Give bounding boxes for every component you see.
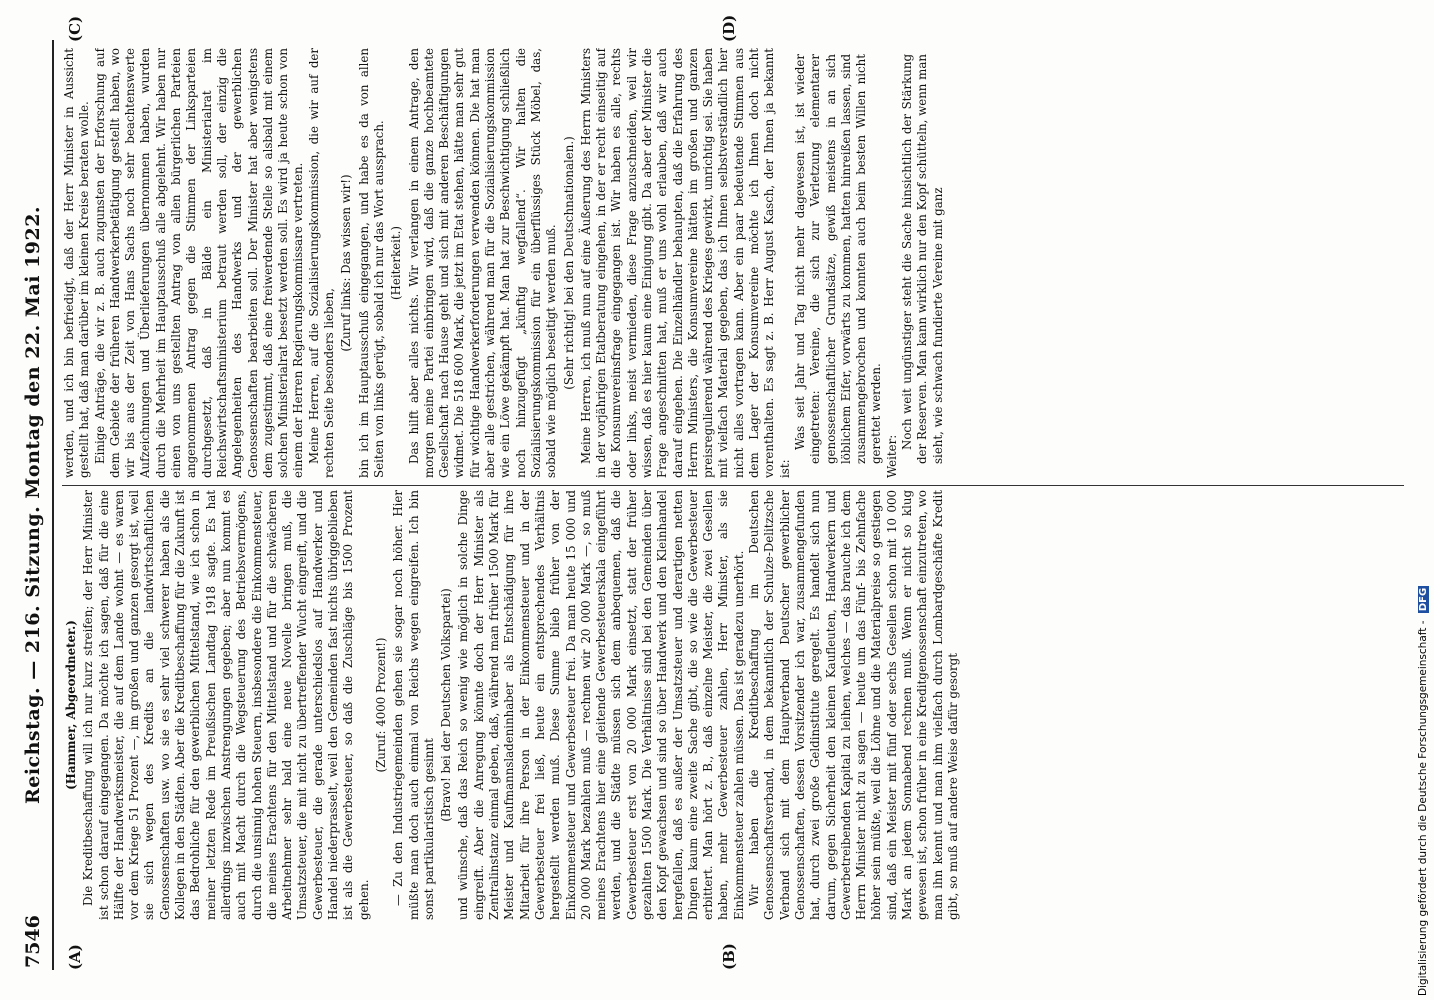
interjection: (Zuruf links: Das wissen wir!) — [339, 174, 354, 352]
paragraph: Meine Herren, ich muß nun auf eine Äußerung des Herrn Ministers in der vorjährigen Etatberatung eingehen, in der er recht einseitig auf die Konsumvereinsfrage eingegangen ist. Wir haben es alle, rechts oder links, meist vermieden, diese Frage anzuschneiden, weil wir wissen, daß es hier kaum eine Einigung gibt. Da aber der Minister die Frage angeschnitten hat, muß er uns wohl erlauben, daß wir auch darauf eingehen. Die Einzelhändler behaupten, daß die Erfahrung des Herrn Ministers, die Konsumvereine hätten im großen und ganzen preisregulierend während des Krieges gewirkt, unrichtig sei. Sie haben mit vielfach Material gegeben, das ich Ihnen selbstverständlich hier nicht alles vortragen kann. Aber ein paar bedeutende Stimmen aus dem Lager der Konsumvereine möchte ich Ihnen doch nicht vorenthalten. Es sagt z. B. Herr August Kasch, der Ihnen ja bekannt ist: — [578, 48, 792, 478]
margin-mark-d: (D) — [720, 14, 738, 42]
interjection: (Sehr richtig! bei den Deutschnationalen.) — [561, 136, 576, 390]
paragraph: — Zu den Industriegemeinden gehen sie sogar noch höher. Hier müßte man doch auch einmal von Reichs wegen eingreifen. Ich bin sonst partikularistisch gesinnt — [391, 490, 436, 920]
margin-mark-a: (A) — [66, 944, 84, 970]
paragraph: bin ich im Hauptausschuß eingegangen, und habe es da von allen Seiten von links gerügt, sobald ich nur das Wort aussprach. — [356, 48, 386, 478]
quotation: Was seit Jahr und Tag nicht mehr dagewesen ist, ist wieder eingetreten: Vereine, die sich zur Verletzung elementarer genossenschaftlicher Grundsätze, gewiß meistens in an sich löblichem Eifer, vorwärts zu kommen, hatten hinreißen lassen, sind zusammengebrochen und konnten auch beim besten Willen nicht gerettet werden. — [792, 54, 884, 464]
paragraph: werden, und ich bin befriedigt, daß der Herr Minister in Aussicht gestellt hat, daß man darüber im kleinen Kreise beraten wolle. — [62, 48, 92, 478]
quotation: Noch weit ungünstiger steht die Sache hinsichtlich der Stärkung der Reserven. Man kann wirklich nur den Kopf schütteln, wenn man sieht, wie schwach fundierte Vereine mit ganz — [900, 54, 945, 464]
paragraph: Einige Anträge, die wir z. B. auch zugunsten der Erforschung auf dem Gebiete der früheren Handwerkerbetätigung gestellt haben, wo wir bis aus der Zeit von Hans Sachs noch sehr beachtenswerte Aufzeichnungen und Überlieferungen übernommen haben, wurden durch die Mehrheit im Hauptausschuß alle abgelehnt. Wir haben nur einen von uns gestellten Antrag von allen bürgerlichen Parteien angenommenen Antrag gegen die Stimmen der Linksparteien durchgesetzt, daß in Bälde ein Ministerialrat im Reichswirtschaftsministerium betraut werden soll, der einzig die Angelegenheiten des Handwerks und der gewerblichen Genossenschaften bearbeiten soll. Der Minister hat aber wenigstens dem zugestimmt, daß eine freiwerdende Stelle so alsbald mit einem solchen Ministerialrat besetzt werden soll. Es wird ja heute schon von einem der Herren Regierungskommissare vertreten. — [92, 48, 306, 478]
speaker-label: (Hammer, Abgeordneter.) — [64, 620, 78, 790]
attribution-text-wrap — [1417, 586, 1429, 996]
margin-mark-b: (B) — [720, 943, 738, 970]
paragraph: Meine Herren, auf die Sozialisierungskommission, die wir auf der rechten Seite besonders lieben, — [306, 48, 337, 478]
paragraph: Wir haben die Kreditbeschaffung im Deutschen Genossenschaftsverband, in dem bekanntlich der Schulze-Delitzsche Verband sich mit dem Hauptverband Deutscher gewerblicher Genossenschaften, dessen Vorsitzender ich war, zusammengefunden hat, durch zwei große Geldinstitute geregelt. Es handelt sich nun darum, gegen Sicherheit den kleinen Kaufleuten, Handwerkern und Gewerbetreibenden Kapital zu leihen, welches — das brauche ich dem Herrn Minister nicht zu sagen — heute um das Fünf- bis Zehnfache höher sein müßte, weil die Löhne und die Materialpreise so gestiegen sind, daß ein Meister mit fünf oder sechs Gesellen schon mit 10 000 Mark an jedem Sonnabend rechnen muß. Wenn er nicht so klug gewesen ist, schon früher in eine Kreditgenossenschaft einzutreten, wo man ihn kennt und man ihm vielfach durch Lombardgeschäfte Kredit gibt, so muß auf andere Weise dafür gesorgt — [747, 490, 960, 920]
attribution-strip — [1404, 4, 1430, 998]
interjection: (Bravo! bei der Deutschen Volkspartei) — [439, 588, 454, 822]
paragraph: Die Kreditbeschaffung will ich nur kurz streifen; der Herr Minister ist schon darauf eingegangen. Da möchte ich sagen, daß für die eine Hälfte der Handwerksmeister, die auf dem Lande wohnt — es waren vor dem Kriege 51 Prozent —, im großen und ganzen gesorgt ist, weil sie sich wegen des Kredits an die landwirtschaftlichen Genossenschaften usw. wo sie es sehr viel schwerer haben als die Kollegen in den Städten. Aber die Kreditbeschaffung für die Zukunft ist das Bedrohliche für den gewerblichen Mittelstand, wie ich schon in meiner letzten Rede im Preußischen Landtag 1918 sagte. Es hat allerdings inzwischen Anstrengungen gegeben; aber nun kommt es auch mit Macht durch die Wegsteuerung des Betriebsvermögens, durch die unsinnig hohen Steuern, insbesondere die Einkommensteuer, die meines Erachtens für den Mittelstand und für die schwächeren Arbeitnehmer sehr bald eine neue Novelle bringen muß, die Umsatzsteuer, die mit nicht zu übertreffender Wucht eingreift, und die Gewerbesteuer, die gerade unterschiedslos auf Handwerker und Handel niederprasselt, weil den Gemeinden fast nichts übriggeblieben ist als die Gewerbesteuer, so daß die Zuschläge bis 1500 Prozent gehen. — [81, 490, 371, 920]
right-column — [62, 48, 1404, 478]
paragraph: Das hilft aber alles nichts. Wir verlangen in einem Antrage, den morgen meine Partei einbringen wird, daß die ganze hochbeamtete Gesellschaft nach Hause geht und sich mit anderen Beschäftigungen widmet. Die 518 600 Mark, die jetzt im Etat stehen, hätte man sehr gut für wichtige Handwerkerforderungen verwenden können. Die hat man aber alle gestrichen, während man für die Sozialisierungskommission wie ein Löwe gekämpft hat. Man hat zur Beschwichtigung schließlich noch hinzugefügt „künftig wegfallend“. Wir halten die Sozialisierungskommission für ein überflüssiges Stück Möbel, das, sobald wie möglich beseitigt werden muß. — [406, 48, 559, 478]
attribution-text: Digitalisierung gefördert durch die Deutsche Forschungsgemeinschaft - — [1417, 620, 1429, 996]
interjection: (Zuruf: 4000 Prozent!) — [373, 637, 388, 773]
left-column — [62, 490, 1404, 920]
dfg-logo: DFG — [1418, 587, 1429, 612]
page-number: 7546 — [22, 915, 44, 968]
column-divider — [62, 485, 1404, 486]
page-header — [18, 40, 54, 970]
margin-mark-c: (C) — [66, 15, 84, 42]
interjection: (Heiterkeit.) — [389, 226, 404, 301]
paragraph: Weiter: — [884, 434, 899, 478]
page-title: Reichstag. — 216. Sitzung. Montag den 22. Mai 1922. — [22, 205, 44, 805]
paragraph: und wünsche, daß das Reich so wenig wie möglich in solche Dinge eingreift. Aber die Anregung könnte doch der Herr Minister als Zentralinstanz einmal geben, daß, während man früher 1500 Mark für Meister und Kaufmannsladeninhaber als Entschädigung für ihre Mitarbeit für ihre Person in der Einkommensteuer und in der Gewerbesteuer frei ließ, heute ein entsprechendes Verhältnis hergestellt werden muß. Diese Summe blieb früher von der Einkommensteuer und Gewerbesteuer frei. Da man heute 15 000 und 20 000 Mark bezahlen muß — rechnen wir 20 000 Mark —, so muß meines Erachtens hier eine gleitende Gewerbesteuerskala eingeführt werden, und die Städte müssen sich dem anbequemen, daß die Gewerbesteuer erst von 20 000 Mark einsetzt, statt der früher gezahlten 1500 Mark. Die Verhältnisse sind bei den Gemeinden über den Kopf gewachsen und sind so über Handwerk und den Kleinhandel hergefallen, daß es außer der Umsatzsteuer und derartigen netten Dingen kaum eine zweite Sache gibt, die so wie die Gewerbesteuer erbittert. Man hört z. B., daß einzelne Meister, die zwei Gesellen haben, mehr Gewerbesteuer zahlen, Herr Minister, als sie Einkommensteuer zahlen müssen. Das ist geradezu unerhört. — [456, 490, 746, 920]
